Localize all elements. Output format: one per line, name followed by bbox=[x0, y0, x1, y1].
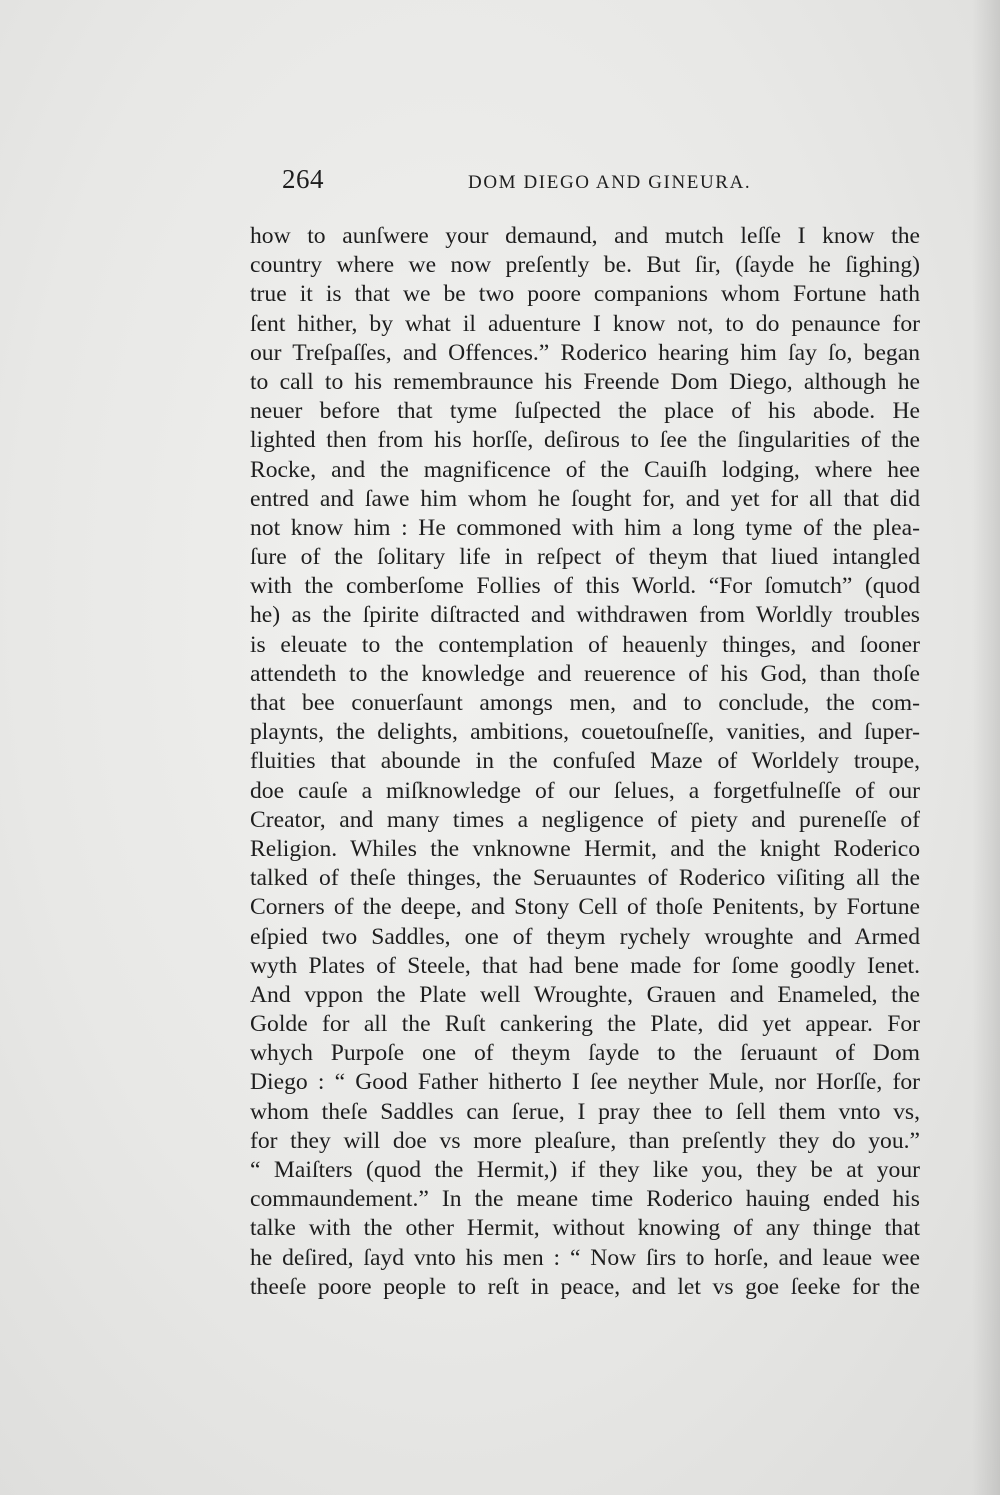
text-line: Golde for all the Ruſt cankering the Plate, did yet appear. For bbox=[250, 1011, 920, 1038]
text-line: doe cauſe a miſknowledge of our ſelues, a forgetfulneſſe of our bbox=[250, 777, 920, 804]
text-line: our Treſpaſſes, and Offences.” Roderico hearing him ſay ſo, began bbox=[250, 339, 920, 366]
text-line: theeſe poore people to reſt in peace, and let vs goe ſeeke for the bbox=[250, 1273, 920, 1300]
text-line: eſpied two Saddles, one of theym rychely wroughte and Armed bbox=[250, 923, 920, 950]
text-line: how to aunſwere your demaund, and mutch leſſe I know the bbox=[250, 223, 920, 249]
text-line: lighted then from his horſſe, deſirous to ſee the ſingularities of the bbox=[250, 427, 920, 454]
text-line: Diego : “ Good Father hitherto I ſee neyther Mule, nor Horſſe, for bbox=[250, 1069, 920, 1096]
body-text bbox=[250, 222, 920, 1302]
text-line: neuer before that tyme ſuſpected the place of his abode. He bbox=[250, 398, 920, 425]
text-line: Rocke, and the magnificence of the Cauiſh lodging, where hee bbox=[250, 456, 920, 483]
page-header bbox=[282, 160, 922, 200]
text-line: to call to his remembraunce his Freende Dom Diego, although he bbox=[250, 368, 920, 395]
text-line: is eleuate to the contemplation of heauenly thinges, and ſooner bbox=[250, 631, 920, 658]
text-line: that bee conuerſaunt amongs men, and to conclude, the com- bbox=[250, 690, 920, 716]
text-line: he deſired, ſayd vnto his men : “ Now ſirs to horſe, and leaue wee bbox=[250, 1244, 920, 1271]
text-line: entred and ſawe him whom he ſought for, and yet for all that did bbox=[250, 485, 920, 512]
text-line: he) as the ſpirite diſtracted and withdrawen from Worldly troubles bbox=[250, 602, 920, 629]
text-line: And vppon the Plate well Wroughte, Grauen and Enameled, the bbox=[250, 981, 920, 1008]
page-edge-shadow bbox=[972, 0, 1000, 1495]
text-line: “ Maiſters (quod the Hermit,) if they like you, they be at your bbox=[250, 1157, 920, 1183]
text-line: talke with the other Hermit, without knowing of any thinge that bbox=[250, 1215, 920, 1242]
text-line: wyth Plates of Steele, that had bene made for ſome goodly Ienet. bbox=[250, 952, 920, 979]
text-line: fluities that abounde in the confuſed Maze of Worldely troupe, bbox=[250, 748, 920, 775]
text-line: for they will doe vs more pleaſure, than preſently they do you.” bbox=[250, 1127, 920, 1154]
text-line: whych Purpoſe one of theym ſayde to the ſeruaunt of Dom bbox=[250, 1040, 920, 1067]
text-line: with the comberſome Follies of this World. “For ſomutch” (quod bbox=[250, 573, 920, 600]
text-line: Religion. Whiles the vnknowne Hermit, and the knight Roderico bbox=[250, 835, 920, 862]
text-line: attendeth to the knowledge and reuerence of his God, than thoſe bbox=[250, 660, 920, 687]
text-line: country where we now preſently be. But ſir, (ſayde he ſighing) bbox=[250, 252, 920, 279]
text-line: Corners of the deepe, and Stony Cell of thoſe Penitents, by Fortune bbox=[250, 894, 920, 921]
text-line: playnts, the delights, ambitions, couetouſneſſe, vanities, and ſuper- bbox=[250, 719, 920, 746]
page-number: 264 bbox=[282, 164, 324, 194]
text-line: whom theſe Saddles can ſerue, I pray thee to ſell them vnto vs, bbox=[250, 1098, 920, 1125]
text-line: commaundement.” In the meane time Roderico hauing ended his bbox=[250, 1186, 920, 1213]
text-line: Creator, and many times a negligence of piety and pureneſſe of bbox=[250, 806, 920, 833]
text-line: ſent hither, by what il aduenture I know not, to do penaunce for bbox=[250, 310, 920, 337]
text-line: true it is that we be two poore companions whom Fortune hath bbox=[250, 281, 920, 308]
text-line: not know him : He commoned with him a long tyme of the plea- bbox=[250, 514, 920, 541]
text-line: talked of theſe thinges, the Seruauntes of Roderico viſiting all the bbox=[250, 865, 920, 892]
running-title: DOM DIEGO AND GINEURA. bbox=[468, 172, 752, 193]
text-line: ſure of the ſolitary life in reſpect of theym that liued intangled bbox=[250, 544, 920, 571]
